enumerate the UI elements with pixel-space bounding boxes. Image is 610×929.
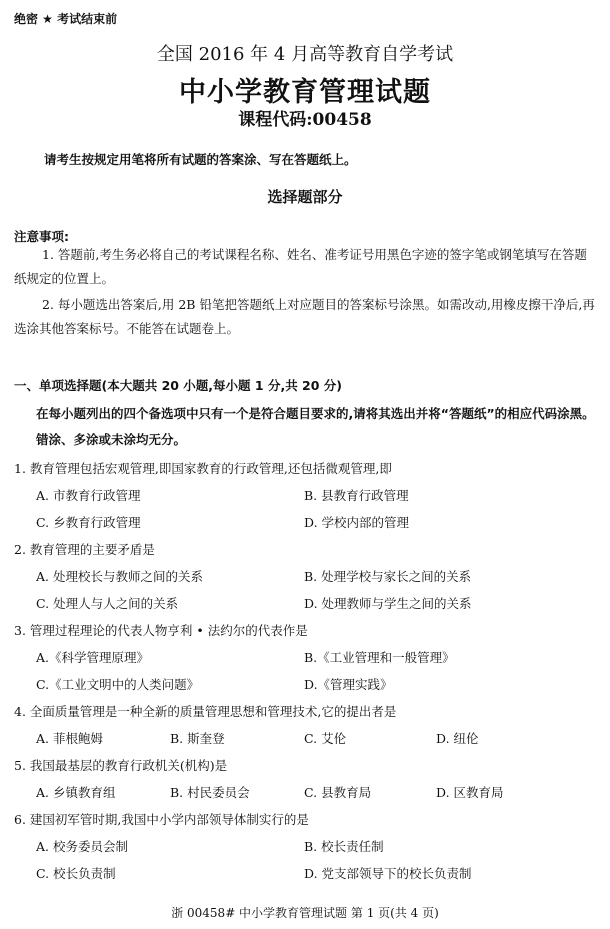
- option-3d: D.《管理实践》: [304, 677, 393, 692]
- option-5c: C. 县教育局: [304, 785, 372, 800]
- option-1b: B. 县教育行政管理: [304, 488, 409, 503]
- notes-heading: 注意事项:: [14, 229, 69, 244]
- option-2d: D. 处理教师与学生之间的关系: [304, 596, 472, 611]
- option-4b: B. 斯奎登: [170, 731, 225, 746]
- course-code: 课程代码:00458: [238, 110, 372, 130]
- question-stem-3: 3. 管理过程理论的代表人物亨利 • 法约尔的代表作是: [14, 623, 308, 638]
- question-stem-4: 4. 全面质量管理是一种全新的质量管理思想和管理技术,它的提出者是: [14, 704, 397, 719]
- page-title: 中小学教育管理试题: [179, 77, 431, 108]
- question-stem-2: 2. 教育管理的主要矛盾是: [14, 542, 155, 557]
- option-2c: C. 处理人与人之间的关系: [36, 596, 179, 611]
- question-stem-5: 5. 我国最基层的教育行政机关(机构)是: [14, 758, 228, 773]
- option-5d: D. 区教育局: [436, 785, 504, 800]
- option-2b: B. 处理学校与家长之间的关系: [304, 569, 472, 584]
- note-item-1: 1. 答题前,考生务必将自己的考试课程名称、姓名、准考证号用黑色字迹的签字笔或钢笔填写在答题纸规定的位置上。: [14, 247, 587, 286]
- option-4a: A. 菲根鲍姆: [36, 731, 103, 746]
- option-1c: C. 乡教育行政管理: [36, 515, 141, 530]
- option-2a: A. 处理校长与教师之间的关系: [36, 569, 203, 584]
- option-4d: D. 纽伦: [436, 731, 479, 746]
- question-stem-1: 1. 教育管理包括宏观管理,即国家教育的行政管理,还包括微观管理,即: [14, 461, 392, 476]
- option-5a: A. 乡镇教育组: [36, 785, 116, 800]
- option-1a: A. 市教育行政管理: [36, 488, 141, 503]
- option-5b: B. 村民委员会: [170, 785, 250, 800]
- section-title: 选择题部分: [267, 188, 343, 206]
- page-footer: 浙 00458# 中小学教育管理试题 第 1 页(共 4 页): [171, 906, 439, 920]
- note-item-2: 2. 每小题选出答案后,用 2B 铅笔把答题纸上对应题目的答案标号涂黑。如需改动,用橡皮擦干净后,再选涂其他答案标号。不能答在试题卷上。: [14, 297, 595, 336]
- confidential-label: 绝密 ★ 考试结束前: [14, 12, 118, 26]
- answer-instruction: 请考生按规定用笔将所有试题的答案涂、写在答题纸上。: [44, 152, 357, 167]
- question-stem-6: 6. 建国初军管时期,我国中小学内部领导体制实行的是: [14, 812, 309, 827]
- option-4c: C. 艾伦: [304, 731, 347, 746]
- option-3b: B.《工业管理和一般管理》: [304, 650, 455, 665]
- part-heading: 一、单项选择题(本大题共 20 小题,每小题 1 分,共 20 分): [14, 378, 343, 393]
- part-description: 在每小题列出的四个备选项中只有一个是符合题目要求的,请将其选出并将“答题纸”的相应代码涂黑。错涂、多涂或未涂均无分。: [36, 406, 595, 447]
- option-1d: D. 学校内部的管理: [304, 515, 410, 530]
- option-6d: D. 党支部领导下的校长负责制: [304, 866, 472, 881]
- option-6a: A. 校务委员会制: [36, 839, 128, 854]
- option-3c: C.《工业文明中的人类问题》: [36, 677, 200, 692]
- option-6c: C. 校长负责制: [36, 866, 116, 881]
- option-6b: B. 校长责任制: [304, 839, 384, 854]
- exam-session-line: 全国 2016 年 4 月高等教育自学考试: [156, 44, 454, 65]
- option-3a: A.《科学管理原理》: [36, 650, 150, 665]
